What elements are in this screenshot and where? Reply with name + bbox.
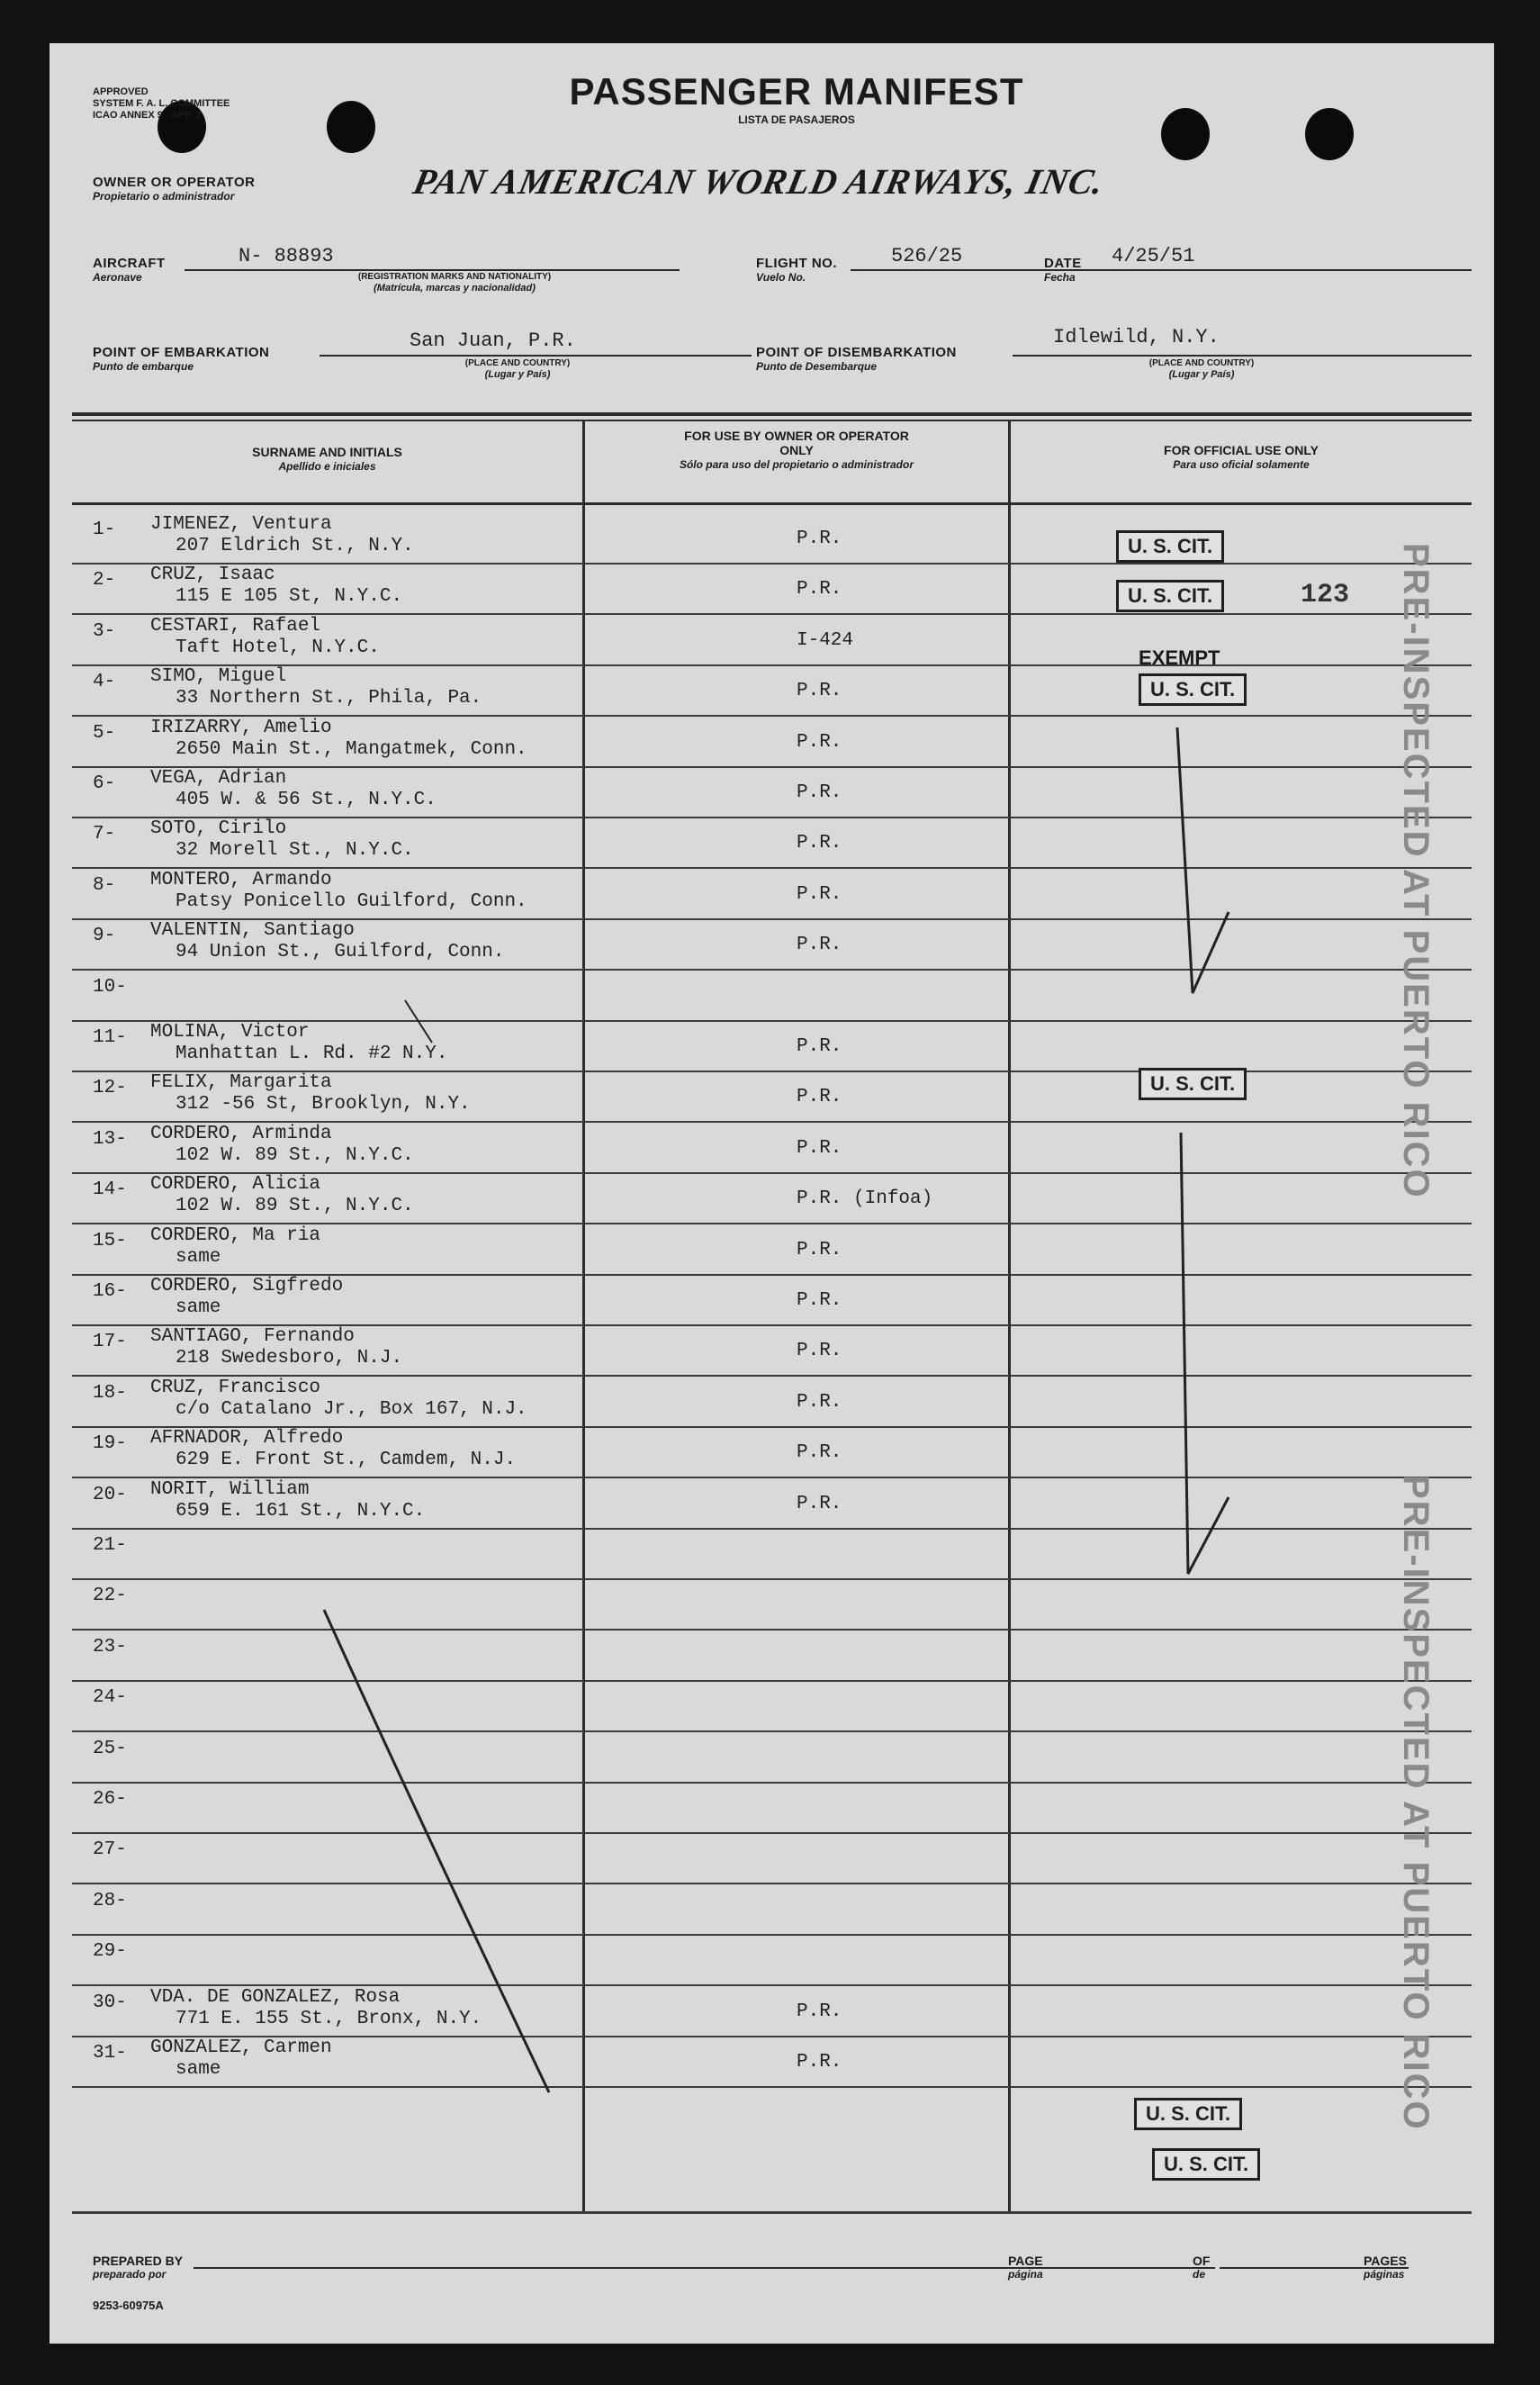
pages-label: PAGES páginas bbox=[1364, 2254, 1407, 2281]
passenger-address: same bbox=[176, 2059, 221, 2080]
row-number: 25- bbox=[93, 1738, 127, 1759]
disembarkation-sublabel: (PLACE AND COUNTRY) (Lugar y País) bbox=[1148, 358, 1255, 380]
row-number: 4- bbox=[93, 672, 116, 693]
row-number: 30- bbox=[93, 1992, 127, 2013]
flight-label: FLIGHT NO. Vuelo No. bbox=[756, 256, 837, 284]
row-number: 13- bbox=[93, 1128, 127, 1150]
row-number: 16- bbox=[93, 1281, 127, 1302]
operator-use: P.R. bbox=[797, 1391, 842, 1413]
handwritten-marks bbox=[50, 43, 1494, 2344]
column-header-official: FOR OFFICIAL USE ONLY Para uso oficial solamente bbox=[1164, 443, 1319, 471]
passenger-address: 2650 Main St., Mangatmek, Conn. bbox=[176, 738, 527, 760]
prepared-by-line bbox=[194, 2267, 1058, 2269]
disembarkation-label: POINT OF DISEMBARKATION Punto de Desembarque bbox=[756, 345, 957, 373]
passenger-name: NORIT, William bbox=[150, 1478, 310, 1500]
passenger-address: c/o Catalano Jr., Box 167, N.J. bbox=[176, 1398, 527, 1420]
checkmark bbox=[1181, 1133, 1229, 1574]
passenger-name: SANTIAGO, Fernando bbox=[150, 1326, 355, 1348]
column-header-surname: SURNAME AND INITIALS Apellido e iniciales bbox=[252, 445, 402, 473]
operator-use: P.R. bbox=[797, 2001, 842, 2022]
row-number: 26- bbox=[93, 1789, 127, 1810]
passenger-name: CRUZ, Francisco bbox=[150, 1377, 321, 1398]
row-number: 27- bbox=[93, 1839, 127, 1861]
row-number: 31- bbox=[93, 2043, 127, 2064]
operator-use: P.R. bbox=[797, 528, 842, 549]
page-subtitle: LISTA DE PASAJEROS bbox=[738, 113, 855, 126]
row-number: 23- bbox=[93, 1636, 127, 1658]
passenger-name: CORDERO, Sigfredo bbox=[150, 1276, 344, 1296]
row-number: 8- bbox=[93, 874, 116, 896]
aircraft-label: AIRCRAFT Aeronave bbox=[93, 256, 166, 284]
row-number: 1- bbox=[93, 519, 116, 540]
row-number: 20- bbox=[93, 1484, 127, 1505]
passenger-address: 102 W. 89 St., N.Y.C. bbox=[176, 1196, 414, 1217]
passenger-address: Patsy Ponicello Guilford, Conn. bbox=[176, 890, 527, 912]
us-cit-stamp: U. S. CIT. bbox=[1134, 2098, 1242, 2130]
passenger-name: VEGA, Adrian bbox=[150, 768, 287, 789]
row-number: 3- bbox=[93, 620, 116, 642]
passenger-name: CRUZ, Isaac bbox=[150, 565, 275, 586]
passenger-name: CORDERO, Alicia bbox=[150, 1174, 321, 1196]
passenger-name: GONZALEZ, Carmen bbox=[150, 2037, 332, 2058]
page-label: PAGE página bbox=[1008, 2254, 1043, 2281]
passenger-name: IRIZARRY, Amelio bbox=[150, 717, 332, 738]
passenger-name: MOLINA, Victor bbox=[150, 1022, 310, 1043]
page-line bbox=[1053, 2267, 1215, 2269]
row-number: 29- bbox=[93, 1941, 127, 1963]
passenger-address: Manhattan L. Rd. #2 N.Y. bbox=[176, 1043, 448, 1064]
manifest-sheet bbox=[50, 43, 1494, 2344]
form-number: 9253-60975A bbox=[93, 2299, 164, 2312]
operator-use: P.R. bbox=[797, 1239, 842, 1260]
row-number: 17- bbox=[93, 1332, 127, 1353]
passenger-address: 207 Eldrich St., N.Y. bbox=[176, 536, 414, 556]
pen-mark bbox=[405, 1000, 432, 1043]
row-number: 21- bbox=[93, 1535, 127, 1556]
embarkation-label: POINT OF EMBARKATION Punto de embarque bbox=[93, 345, 270, 373]
flight-value: 526/25 bbox=[891, 245, 963, 267]
passenger-name: CORDERO, Arminda bbox=[150, 1123, 332, 1144]
row-number: 2- bbox=[93, 570, 116, 592]
passenger-name: JIMENEZ, Ventura bbox=[150, 514, 332, 535]
row-number: 14- bbox=[93, 1179, 127, 1201]
operator-use: P.R. bbox=[797, 579, 842, 601]
passenger-address: 629 E. Front St., Camdem, N.J. bbox=[176, 1450, 517, 1471]
passenger-name: CORDERO, Ma ria bbox=[150, 1224, 321, 1246]
operator-use: P.R. bbox=[797, 935, 842, 956]
checkmark bbox=[1177, 727, 1229, 993]
operator-use: P.R. (Infoa) bbox=[797, 1188, 933, 1210]
passenger-address: 218 Swedesboro, N.J. bbox=[176, 1348, 403, 1369]
passenger-name: CESTARI, Rafael bbox=[150, 615, 321, 637]
passenger-name: VDA. DE GONZALEZ, Rosa bbox=[150, 1986, 401, 2008]
operator-use: P.R. bbox=[797, 1442, 842, 1464]
operator-use: P.R. bbox=[797, 833, 842, 854]
row-number: 6- bbox=[93, 773, 116, 794]
operator-use: P.R. bbox=[797, 782, 842, 803]
row-number: 19- bbox=[93, 1433, 127, 1455]
row-number: 10- bbox=[93, 976, 127, 998]
us-cit-stamp: U. S. CIT. bbox=[1116, 530, 1224, 563]
passenger-address: same bbox=[176, 1246, 221, 1268]
row-number: 11- bbox=[93, 1027, 127, 1048]
us-cit-stamp: U. S. CIT. bbox=[1116, 580, 1224, 612]
operator-use: P.R. bbox=[797, 1493, 842, 1514]
passenger-address: 102 W. 89 St., N.Y.C. bbox=[176, 1144, 414, 1166]
row-number: 24- bbox=[93, 1687, 127, 1709]
passenger-address: Taft Hotel, N.Y.C. bbox=[176, 637, 380, 658]
date-label: DATE Fecha bbox=[1044, 256, 1082, 284]
operator-use: P.R. bbox=[797, 1137, 842, 1159]
passenger-name: VALENTIN, Santiago bbox=[150, 920, 355, 942]
strike-line bbox=[324, 1610, 549, 2092]
column-header-operator: FOR USE BY OWNER OR OPERATOR ONLY Sólo para uso del propietario o administrador bbox=[679, 429, 914, 471]
row-number: 12- bbox=[93, 1078, 127, 1099]
operator-use: P.R. bbox=[797, 2052, 842, 2073]
passenger-name: AFRNADOR, Alfredo bbox=[150, 1428, 344, 1450]
embarkation-value: San Juan, P.R. bbox=[410, 330, 576, 352]
passenger-address: 659 E. 161 St., N.Y.C. bbox=[176, 1500, 426, 1522]
table-bottom-rule bbox=[72, 2211, 1472, 2214]
operator-use: I-424 bbox=[797, 629, 854, 651]
row-number: 22- bbox=[93, 1585, 127, 1607]
disembarkation-value: Idlewild, N.Y. bbox=[1053, 326, 1220, 348]
row-number: 7- bbox=[93, 824, 116, 845]
row-number: 15- bbox=[93, 1230, 127, 1251]
operator-use: P.R. bbox=[797, 731, 842, 753]
official-count: 123 bbox=[1301, 580, 1350, 610]
operator-use: P.R. bbox=[797, 1341, 842, 1362]
passenger-address: 33 Northern St., Phila, Pa. bbox=[176, 688, 482, 709]
row-number: 18- bbox=[93, 1382, 127, 1404]
embarkation-sublabel: (PLACE AND COUNTRY) (Lugar y País) bbox=[464, 358, 571, 380]
operator-use: P.R. bbox=[797, 1036, 842, 1057]
us-cit-stamp: U. S. CIT. bbox=[1139, 1068, 1247, 1100]
aircraft-value: N- 88893 bbox=[239, 245, 334, 267]
operator-use: P.R. bbox=[797, 681, 842, 702]
passenger-address: 32 Morell St., N.Y.C. bbox=[176, 840, 414, 862]
passenger-address: 405 W. & 56 St., N.Y.C. bbox=[176, 790, 437, 810]
page-title: PASSENGER MANIFEST bbox=[569, 70, 1024, 113]
operator-use: P.R. bbox=[797, 883, 842, 905]
passenger-address: 771 E. 155 St., Bronx, N.Y. bbox=[176, 2008, 482, 2029]
passenger-name: SIMO, Miguel bbox=[150, 666, 287, 688]
preinspected-stamp: PRE-INSPECTED AT PUERTO RICO bbox=[1396, 1475, 1436, 2131]
aircraft-sublabel: (REGISTRATION MARKS AND NATIONALITY) (Matrícula, marcas y nacionalidad) bbox=[357, 272, 552, 294]
row-number: 5- bbox=[93, 722, 116, 744]
passenger-address: 94 Union St., Guilford, Conn. bbox=[176, 942, 505, 963]
passenger-address: 312 -56 St, Brooklyn, N.Y. bbox=[176, 1094, 471, 1116]
approval-note: APPROVED SYSTEM F. A. L. COMMITTEE ICAO ANNEX 9 - APP. 2 bbox=[93, 86, 230, 121]
preinspected-stamp: PRE-INSPECTED AT PUERTO RICO bbox=[1396, 543, 1436, 1199]
passenger-name: MONTERO, Armando bbox=[150, 869, 332, 890]
date-value: 4/25/51 bbox=[1112, 245, 1195, 267]
row-number: 9- bbox=[93, 926, 116, 947]
owner-label: OWNER OR OPERATOR Propietario o administrador bbox=[93, 175, 256, 203]
exempt-label: EXEMPT bbox=[1139, 646, 1220, 669]
passenger-name: SOTO, Cirilo bbox=[150, 818, 287, 840]
operator-use: P.R. bbox=[797, 1290, 842, 1311]
owner-value: PAN AMERICAN WORLD AIRWAYS, INC. bbox=[410, 161, 1109, 202]
prepared-by-label: PREPARED BY preparado por bbox=[93, 2254, 184, 2281]
operator-use: P.R. bbox=[797, 1087, 842, 1108]
row-number: 28- bbox=[93, 1890, 127, 1911]
passenger-name: FELIX, Margarita bbox=[150, 1072, 332, 1094]
us-cit-stamp: U. S. CIT. bbox=[1139, 673, 1247, 706]
us-cit-stamp: U. S. CIT. bbox=[1152, 2148, 1260, 2181]
of-label: OF de bbox=[1193, 2254, 1211, 2281]
passenger-address: 115 E 105 St, N.Y.C. bbox=[176, 586, 403, 608]
passenger-address: same bbox=[176, 1297, 221, 1318]
